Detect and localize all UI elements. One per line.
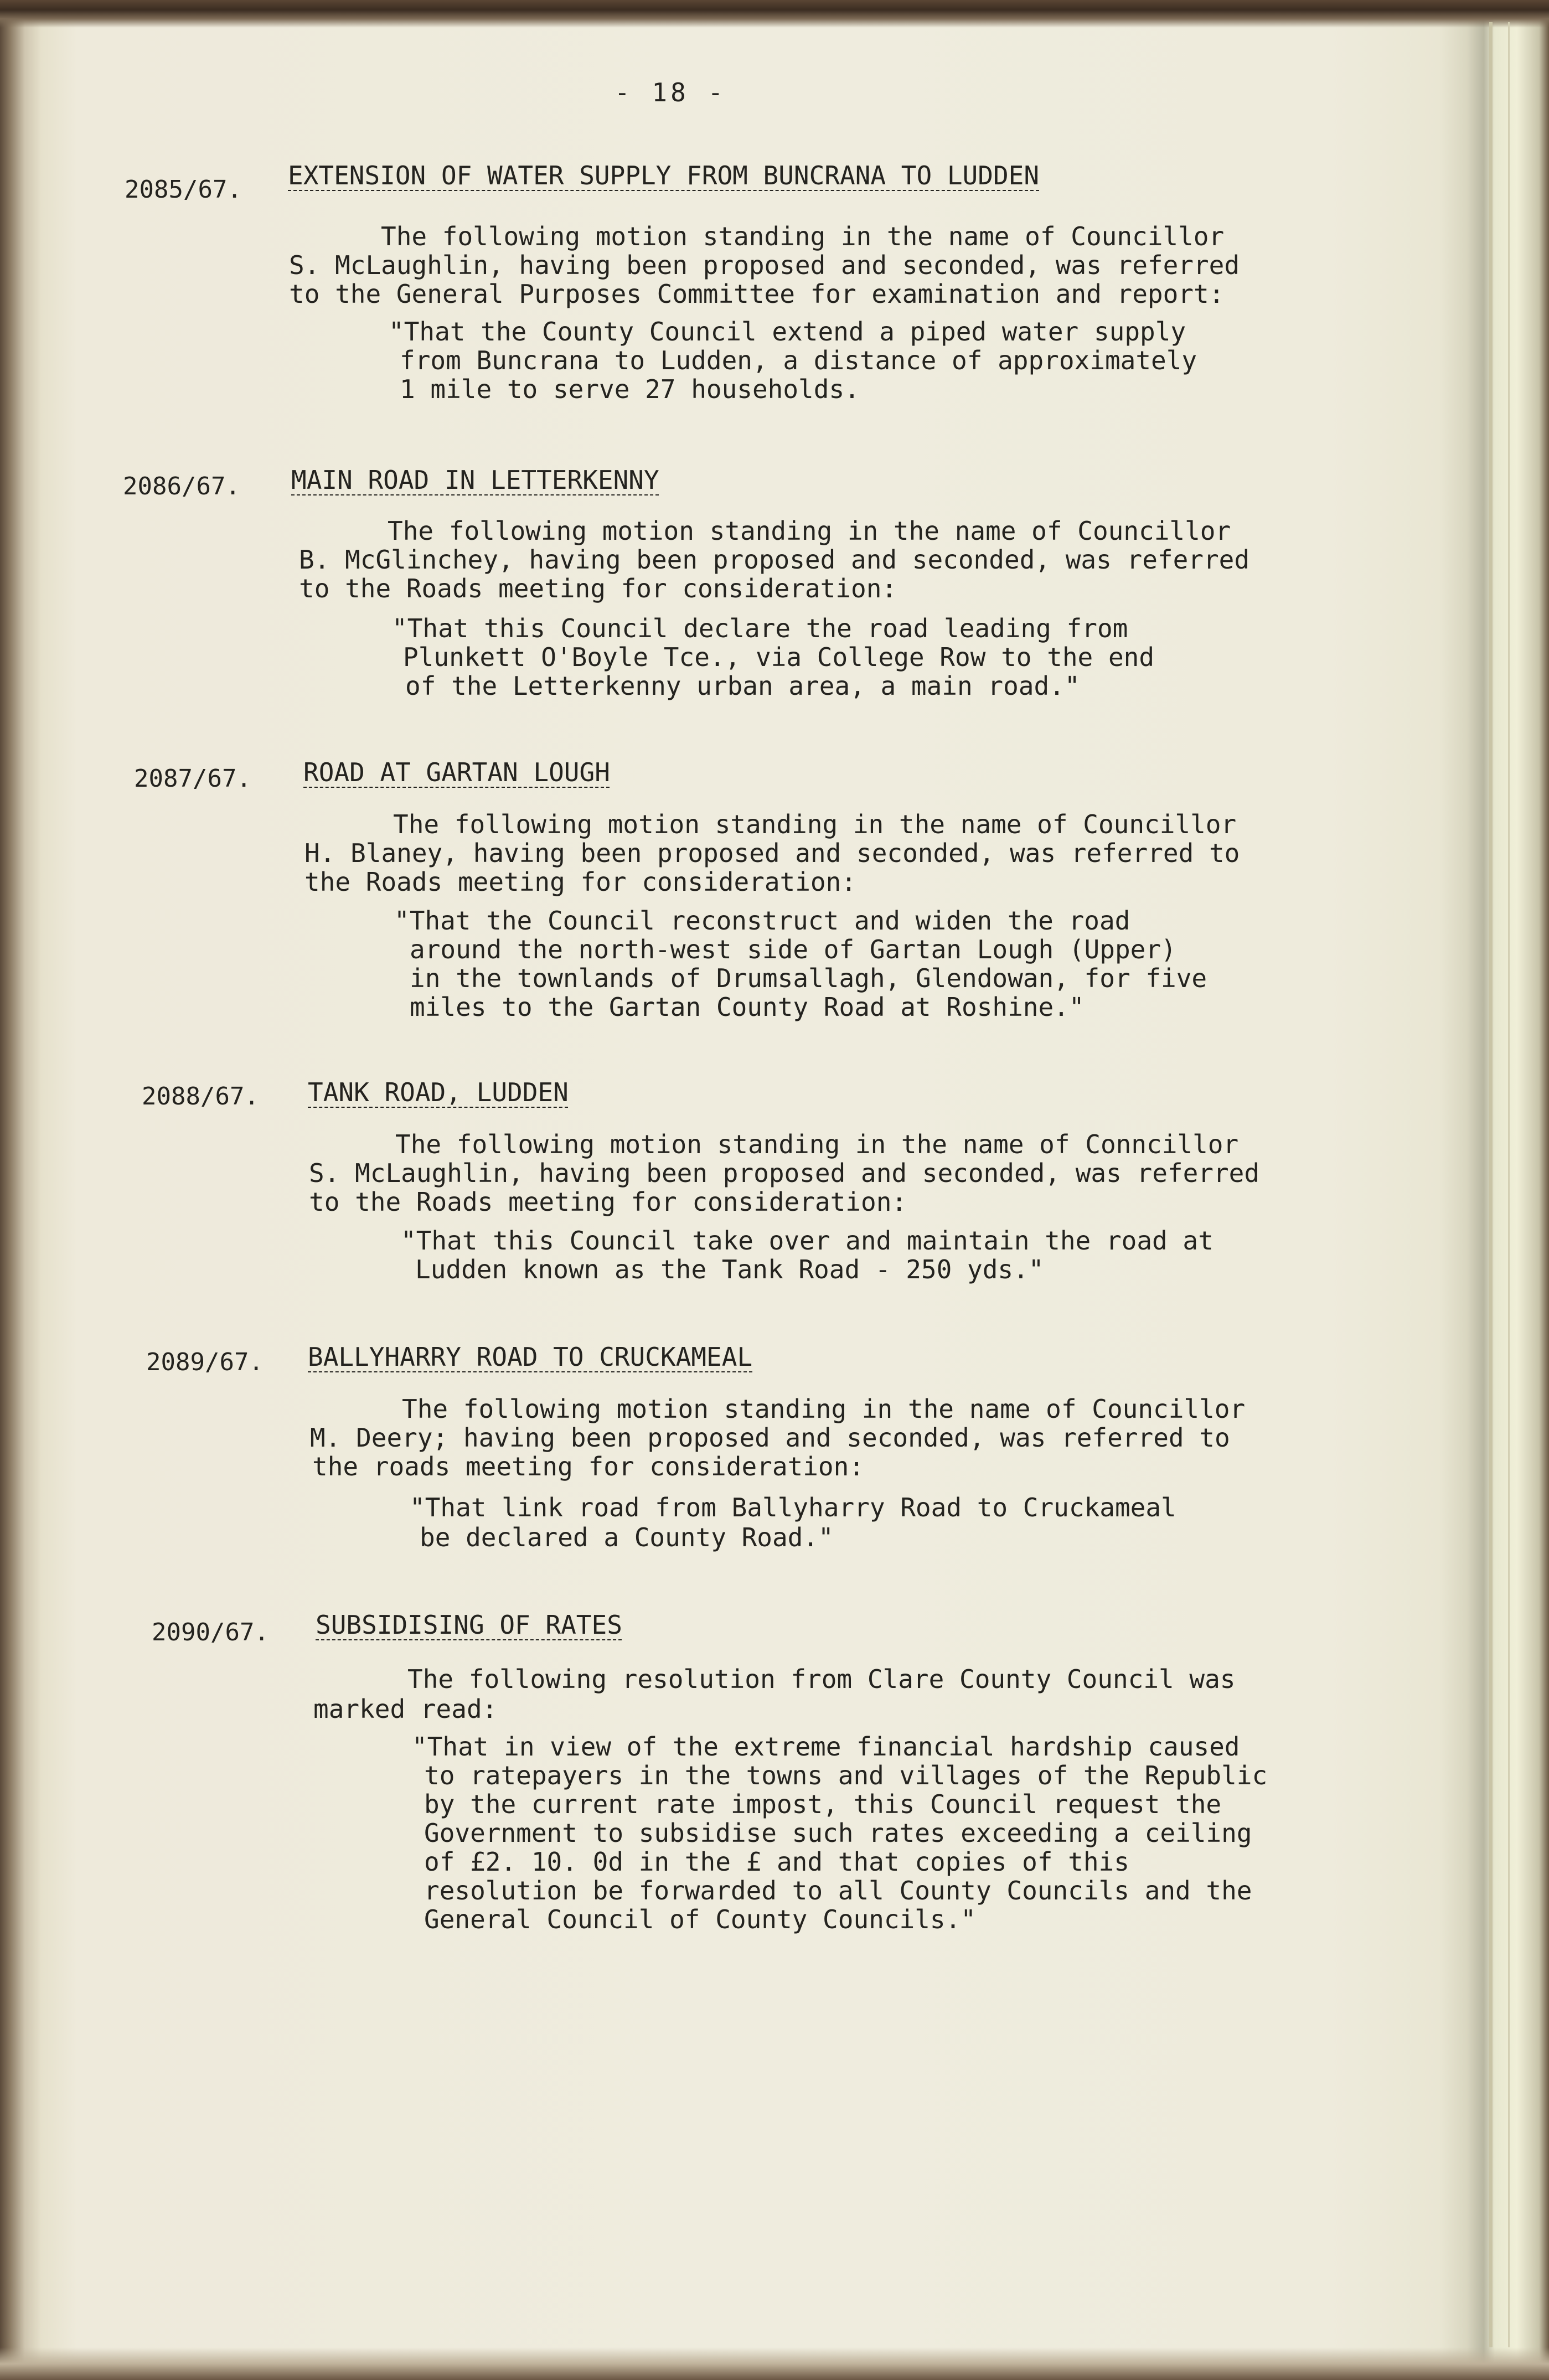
item-number: 2089/67. bbox=[146, 1348, 264, 1376]
quote-line: of £2. 10. 0d in the £ and that copies of this bbox=[424, 1847, 1129, 1877]
item-heading: BALLYHARRY ROAD TO CRUCKAMEAL bbox=[308, 1342, 753, 1372]
item-heading: SUBSIDISING OF RATES bbox=[316, 1610, 622, 1640]
body-line: The following motion standing in the name of Councillor bbox=[393, 809, 1237, 839]
page-top-edge bbox=[0, 0, 1549, 28]
body-line: The following motion standing in the name of Conncillor bbox=[395, 1129, 1239, 1159]
quote-line: be declared a County Road." bbox=[420, 1522, 834, 1552]
binding-edge bbox=[1489, 22, 1493, 2347]
quote-line: "That in view of the extreme financial hardship caused bbox=[412, 1732, 1240, 1762]
quote-line: by the current rate impost, this Council request the bbox=[424, 1789, 1222, 1819]
quote-line: of the Letterkenny urban area, a main road." bbox=[405, 671, 1080, 701]
body-line: B. McGlinchey, having been proposed and seconded, was referred bbox=[299, 545, 1250, 575]
quote-line: "That the Council reconstruct and widen the road bbox=[394, 906, 1130, 936]
page-bottom-edge bbox=[0, 2347, 1549, 2380]
quote-line: resolution be forwarded to all County Councils and the bbox=[424, 1876, 1252, 1906]
quote-line: around the north-west side of Gartan Lough (Upper) bbox=[410, 935, 1176, 964]
quote-line: in the townlands of Drumsallagh, Glendowan, for five bbox=[410, 963, 1207, 993]
quote-line: General Council of County Councils." bbox=[424, 1904, 976, 1934]
quote-line: "That this Council take over and maintain the road at bbox=[401, 1226, 1214, 1256]
item-heading: MAIN ROAD IN LETTERKENNY bbox=[291, 465, 659, 495]
page-number: - 18 - bbox=[615, 78, 727, 107]
quote-line: Ludden known as the Tank Road - 250 yds." bbox=[415, 1254, 1044, 1284]
body-line: The following motion standing in the name of Councillor bbox=[402, 1394, 1246, 1424]
body-line: the roads meeting for consideration: bbox=[312, 1452, 864, 1481]
body-line: to the Roads meeting for consideration: bbox=[309, 1187, 907, 1217]
body-line: the Roads meeting for consideration: bbox=[304, 867, 856, 897]
body-line: to the Roads meeting for consideration: bbox=[299, 574, 897, 603]
item-number: 2087/67. bbox=[134, 765, 251, 793]
binding-edge-inner bbox=[1508, 22, 1510, 2347]
quote-line: "That link road from Ballyharry Road to Cruckameal bbox=[410, 1493, 1176, 1522]
quote-line: 1 mile to serve 27 households. bbox=[400, 374, 860, 404]
body-line: M. Deery; having been proposed and seconded, was referred to bbox=[310, 1423, 1230, 1453]
body-line: The following resolution from Clare County Council was bbox=[407, 1664, 1236, 1694]
body-line: marked read: bbox=[313, 1694, 498, 1724]
quote-line: to ratepayers in the towns and villages of the Republic bbox=[424, 1761, 1268, 1790]
item-number: 2088/67. bbox=[142, 1082, 259, 1111]
body-line: to the General Purposes Committee for examination and report: bbox=[289, 279, 1225, 309]
quote-line: "That this Council declare the road leading from bbox=[392, 613, 1128, 643]
item-heading: ROAD AT GARTAN LOUGH bbox=[303, 757, 610, 787]
item-number: 2090/67. bbox=[152, 1618, 269, 1646]
quote-line: from Buncrana to Ludden, a distance of approximately bbox=[400, 345, 1197, 375]
body-line: H. Blaney, having been proposed and seconded, was referred to bbox=[304, 838, 1240, 868]
body-line: The following motion standing in the name of Councillor bbox=[381, 221, 1225, 251]
quote-line: "That the County Council extend a piped water supply bbox=[389, 317, 1186, 347]
quote-line: Government to subsidise such rates exceeding a ceiling bbox=[424, 1818, 1252, 1848]
body-line: The following motion standing in the name of Councillor bbox=[388, 516, 1231, 546]
item-number: 2085/67. bbox=[125, 175, 242, 204]
item-heading: EXTENSION OF WATER SUPPLY FROM BUNCRANA TO LUDDEN bbox=[288, 161, 1040, 190]
body-line: S. McLaughlin, having been proposed and seconded, was referred bbox=[309, 1158, 1260, 1188]
quote-line: miles to the Gartan County Road at Roshine." bbox=[410, 992, 1085, 1022]
item-heading: TANK ROAD, LUDDEN bbox=[308, 1077, 569, 1107]
quote-line: Plunkett O'Boyle Tce., via College Row to the end bbox=[403, 642, 1155, 672]
body-line: S. McLaughlin, having been proposed and seconded, was referred bbox=[289, 250, 1240, 280]
item-number: 2086/67. bbox=[123, 472, 240, 500]
